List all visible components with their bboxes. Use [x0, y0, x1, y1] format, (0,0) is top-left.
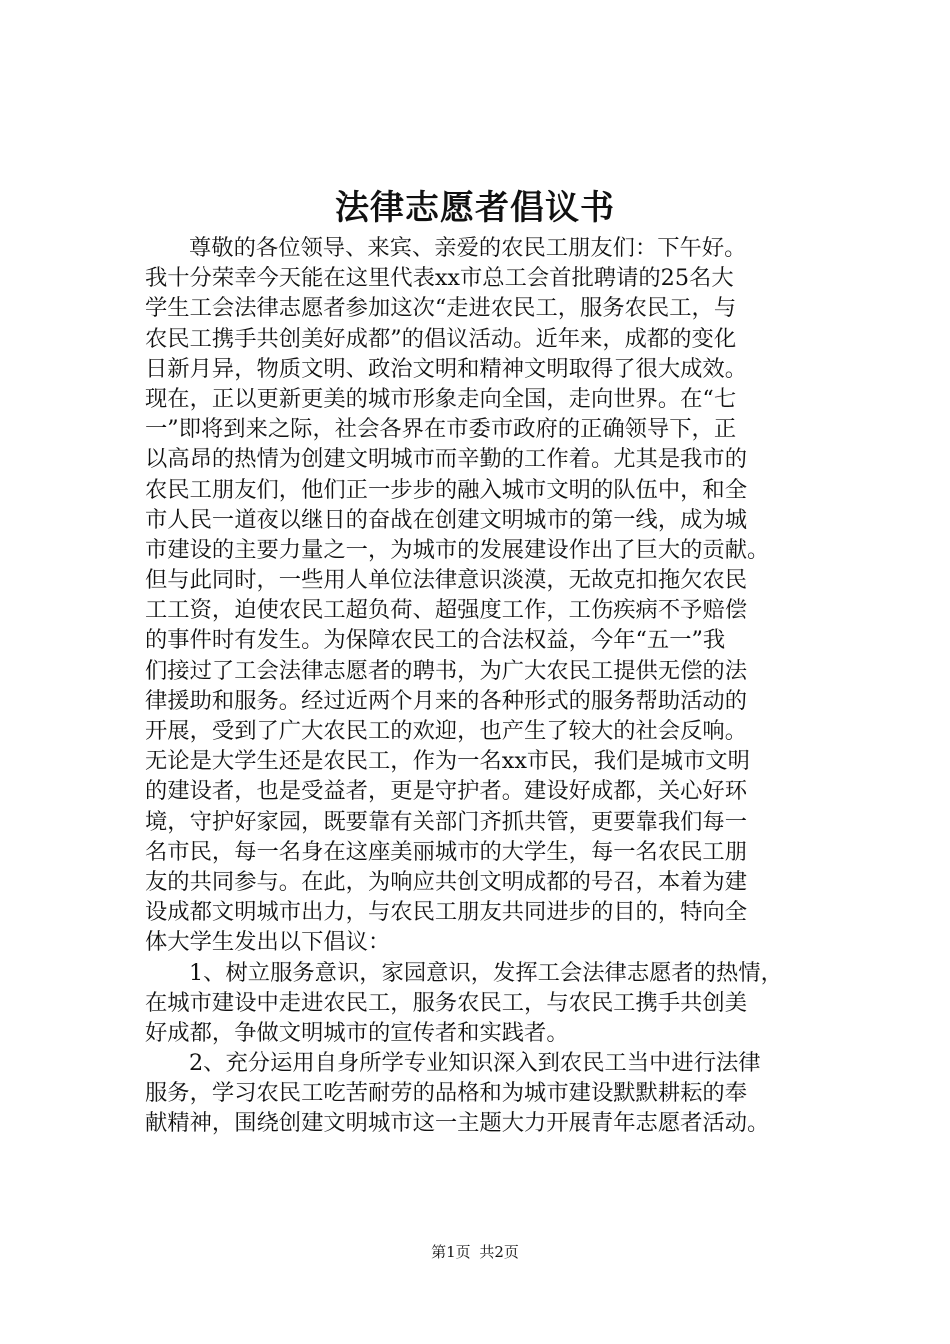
body-line: 市人民一道夜以继日的奋战在创建文明城市的第一线，成为城 — [145, 506, 748, 533]
body-line: 的建设者，也是受益者，更是守护者。建设好成都，关心好环 — [145, 778, 748, 805]
page-footer — [0, 1240, 950, 1264]
page-number: 第1页 — [431, 1243, 471, 1261]
document-title: 法律志愿者倡议书 — [335, 188, 615, 228]
list-item-1-line: 1、树立服务意识，家园意识，发挥工会法律志愿者的热情， — [189, 959, 783, 986]
body-line: 市建设的主要力量之一，为城市的发展建设作出了巨大的贡献。 — [145, 536, 770, 563]
document-body — [145, 233, 835, 1139]
list-item-2-line: 2、充分运用自身所学专业知识深入到农民工当中进行法律 — [189, 1050, 761, 1077]
body-line: 现在，正以更新更美的城市形象走向全国，走向世界。在“七 — [145, 385, 737, 412]
page-total: 共2页 — [479, 1243, 519, 1261]
body-line: 无论是大学生还是农民工，作为一名xx市民，我们是城市文明 — [145, 748, 750, 775]
body-line: 设成都文明城市出力，与农民工朋友共同进步的目的，特向全 — [145, 899, 748, 926]
body-line: 以高昂的热情为创建文明城市而辛勤的工作着。尤其是我市的 — [145, 446, 748, 473]
body-line: 献精神，围绕创建文明城市这一主题大力开展青年志愿者活动。 — [145, 1110, 770, 1137]
body-line: 我十分荣幸今天能在这里代表xx市总工会首批聘请的25名大 — [145, 265, 734, 292]
body-line: 律援助和服务。经过近两个月来的各种形式的服务帮助活动的 — [145, 687, 748, 714]
body-line: 农民工朋友们，他们正一步步的融入城市文明的队伍中，和全 — [145, 476, 748, 503]
body-line: 体大学生发出以下倡议： — [145, 929, 391, 956]
body-line: 的事件时有发生。为保障农民工的合法权益，今年“五一”我 — [145, 627, 726, 654]
body-line: 好成都，争做文明城市的宣传者和实践者。 — [145, 1019, 569, 1046]
body-line: 开展，受到了广大农民工的欢迎，也产生了较大的社会反响。 — [145, 718, 748, 744]
body-line: 一”即将到来之际，社会各界在市委市政府的正确领导下，正 — [145, 416, 737, 443]
body-line: 日新月异，物质文明、政治文明和精神文明取得了很大成效。 — [145, 355, 748, 382]
body-line: 工工资，迫使农民工超负荷、超强度工作，工伤疾病不予赔偿 — [145, 597, 748, 624]
body-line: 友的共同参与。在此，为响应共创文明成都的号召，本着为建 — [145, 868, 748, 895]
body-line: 们接过了工会法律志愿者的聘书，为广大农民工提供无偿的法 — [145, 657, 748, 684]
body-line: 学生工会法律志愿者参加这次“走进农民工，服务农民工，与 — [145, 295, 737, 322]
body-line: 境，守护好家园，既要靠有关部门齐抓共管，更要靠我们每一 — [145, 808, 748, 835]
body-line: 但与此同时，一些用人单位法律意识淡漠，无故克扣拖欠农民 — [145, 567, 748, 594]
body-line: 尊敬的各位领导、来宾、亲爱的农民工朋友们：下午好。 — [189, 235, 747, 261]
body-line: 在城市建设中走进农民工，服务农民工，与农民工携手共创美 — [145, 989, 748, 1016]
body-line: 服务，学习农民工吃苦耐劳的品格和为城市建设默默耕耘的奉 — [145, 1080, 748, 1107]
body-line: 名市民，每一名身在这座美丽城市的大学生，每一名农民工朋 — [145, 838, 748, 865]
body-line: 农民工携手共创美好成都”的倡议活动。近年来，成都的变化 — [145, 325, 737, 352]
